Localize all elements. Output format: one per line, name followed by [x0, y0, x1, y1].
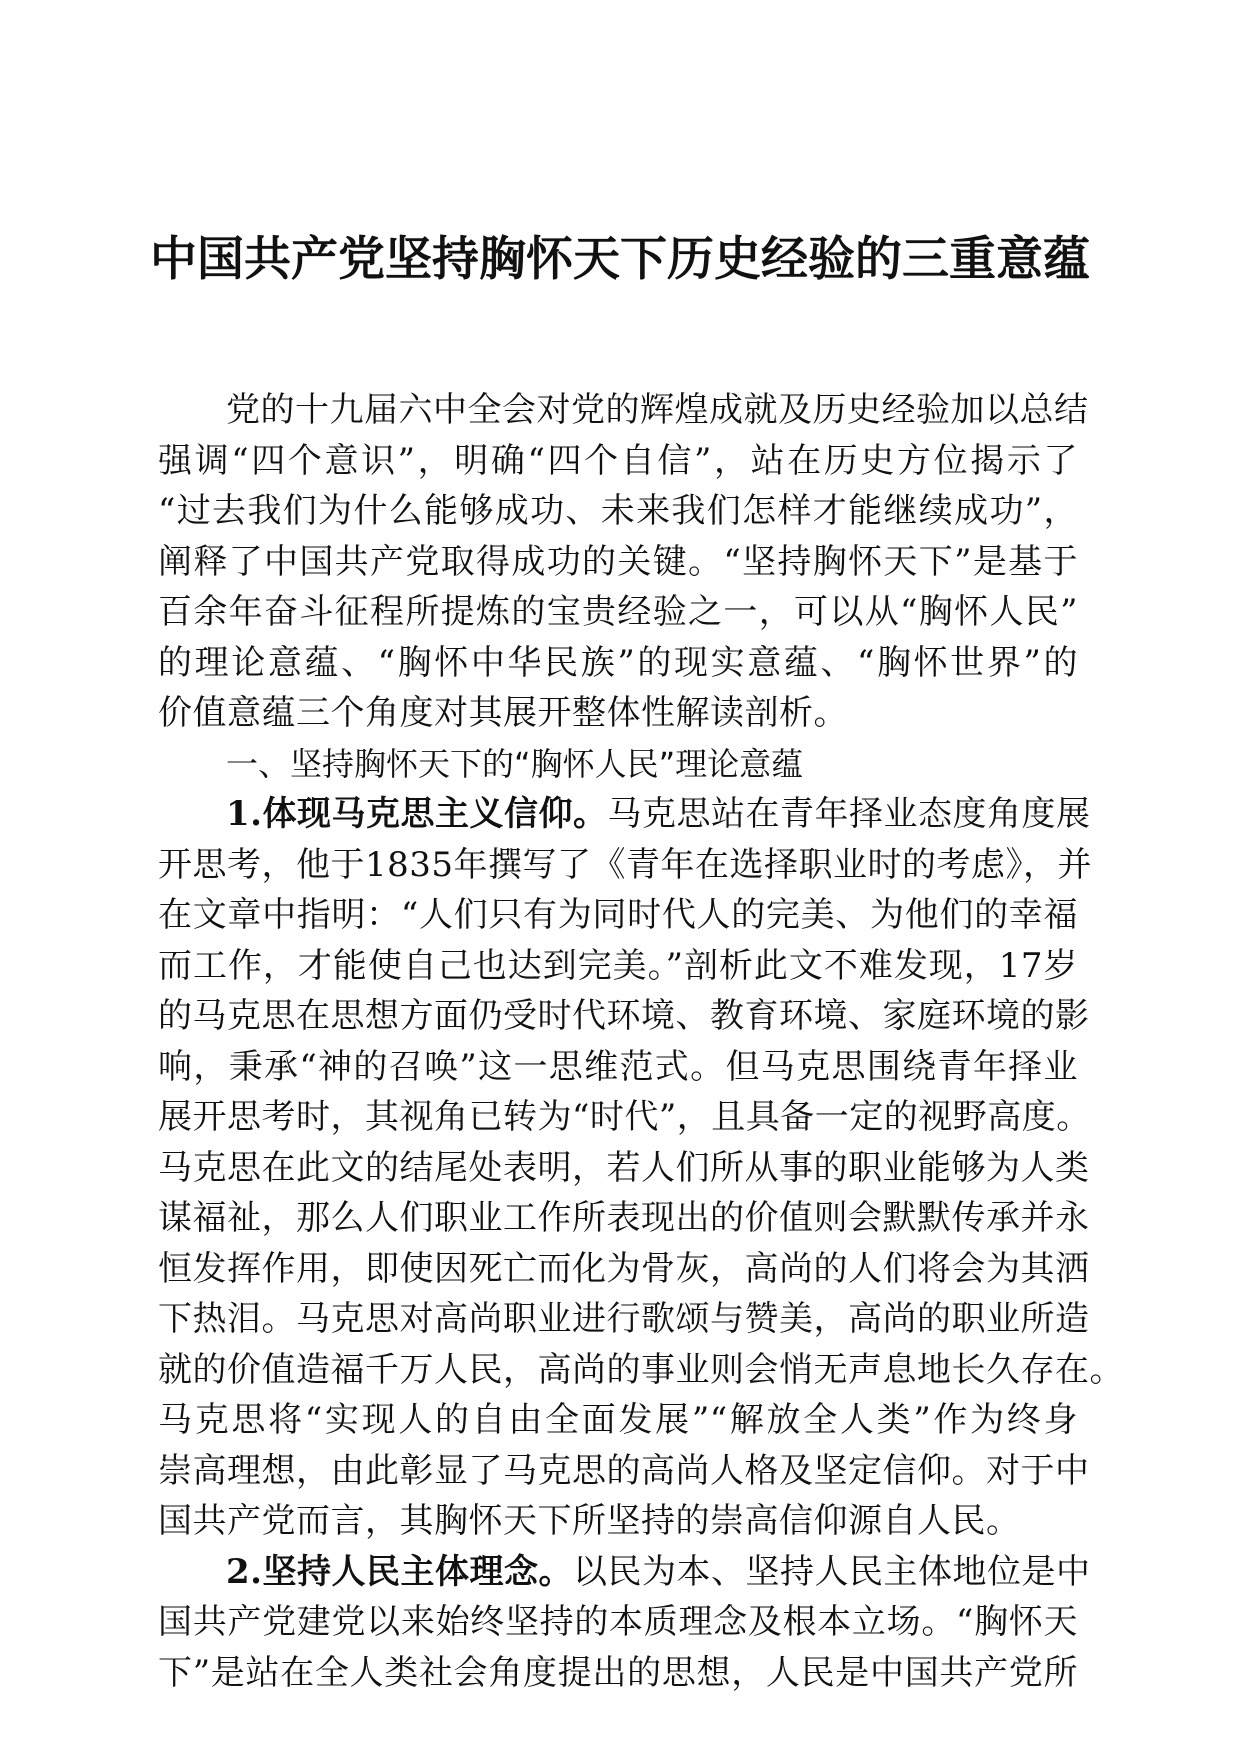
intro-line: 阐释了中国共产党取得成功的关键。“坚持胸怀天下”是基于	[158, 541, 1078, 582]
sub1-line: 下热泪。马克思对高尚职业进行歌颂与赞美，高尚的职业所造	[158, 1299, 1090, 1339]
sub2-lead: 2.坚持人民主体理念。	[226, 1551, 573, 1592]
intro-line: 的理论意蕴、“胸怀中华民族”的现实意蕴、“胸怀世界”的	[158, 642, 1078, 683]
intro-line: “过去我们为什么能够成功、未来我们怎样才能继续成功”，	[158, 491, 1078, 531]
sub1-line: 恒发挥作用，即使因死亡而化为骨灰，高尚的人们将会为其洒	[158, 1248, 1090, 1289]
sub1-line: 马克思在此文的结尾处表明，若人们所从事的职业能够为人类	[158, 1147, 1090, 1188]
sub1-line: 开思考，他于1835年撰写了《青年在选择职业时的考虑》，并	[158, 844, 1093, 885]
sub2-line: 下”是站在全人类社会角度提出的思想，人民是中国共产党所	[158, 1652, 1078, 1693]
sub2-first-rest: 以民为本、坚持人民主体地位是中	[573, 1551, 1091, 1592]
sub1-line: 崇高理想，由此彰显了马克思的高尚人格及坚定信仰。对于中	[158, 1450, 1090, 1491]
intro-line: 党的十九届六中全会对党的辉煌成就及历史经验加以总结	[226, 390, 1089, 430]
sub1-line: 马克思将“实现人的自由全面发展”“解放全人类”作为终身	[158, 1400, 1078, 1440]
section-heading: 一、坚持胸怀天下的“胸怀人民”理论意蕴	[226, 744, 804, 783]
sub1-line: 而工作，才能使自己也达到完美。”剖析此文不难发现，17岁	[158, 945, 1078, 986]
sub2-first-line	[158, 1547, 1091, 1598]
document-body	[158, 385, 1124, 1698]
intro-line: 价值意蕴三个角度对其展开整体性解读剖析。	[158, 693, 848, 733]
intro-line: 强调“四个意识”，明确“四个自信”，站在历史方位揭示了	[158, 440, 1078, 481]
sub1-first-rest: 马克思站在青年择业态度角度展	[607, 794, 1091, 834]
sub1-line: 谋福祉，那么人们职业工作所表现出的价值则会默默传承并永	[158, 1198, 1090, 1238]
sub1-line: 响，秉承“神的召唤”这一思维范式。但马克思围绕青年择业	[158, 1046, 1078, 1087]
sub2-line: 国共产党建党以来始终坚持的本质理念及根本立场。“胸怀天	[158, 1602, 1078, 1642]
intro-line: 百余年奋斗征程所提炼的宝贵经验之一，可以从“胸怀人民”	[158, 592, 1078, 632]
sub1-line: 的马克思在思想方面仍受时代环境、教育环境、家庭环境的影	[158, 996, 1090, 1036]
sub1-line: 展开思考时，其视角已转为“时代”，且具备一定的视野高度。	[158, 1097, 1091, 1137]
document-title: 中国共产党坚持胸怀天下历史经验的三重意蕴	[150, 232, 1090, 287]
sub1-line: 就的价值造福千万人民，高尚的事业则会悄无声息地长久存在。	[158, 1349, 1124, 1390]
sub1-lead: 1.体现马克思主义信仰。	[226, 794, 608, 834]
sub1-line: 在文章中指明：“人们只有为同时代人的完美、为他们的幸福	[158, 895, 1078, 935]
sub1-first-line	[158, 789, 1091, 840]
sub1-line: 国共产党而言，其胸怀天下所坚持的崇高信仰源自人民。	[158, 1501, 1021, 1541]
